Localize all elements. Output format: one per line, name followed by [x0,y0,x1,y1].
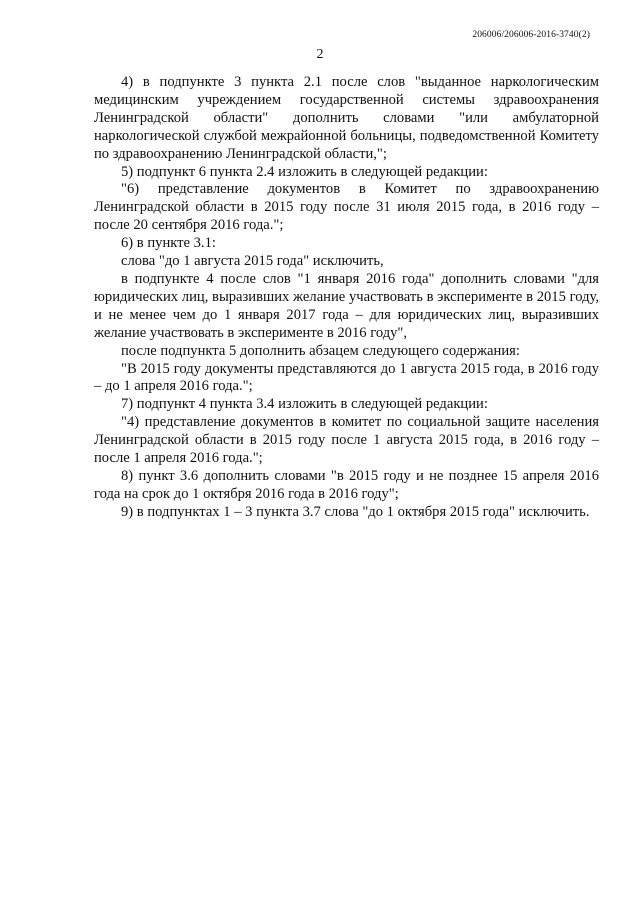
document-id: 206006/206006-2016-3740(2) [472,30,590,40]
paragraph-item-7: 7) подпункт 4 пункта 3.4 изложить в следующей редакции: [121,396,488,413]
paragraph-item-5-text: "6) представление документов в Комитет по здравоохранению Ленинградской области в 2015 году после 31 июля 2015 года, в 2016 году – после 20 сентября 2016 года."; [94,181,599,234]
paragraph-item-6-subitem-4: в подпункте 4 после слов "1 января 2016 года" дополнить словами "для юридических лиц, выразивших желание участвовать в эксперименте в 2015 году, и не менее чем до 1 января 2017 года – для юридических лиц, выразивших желание участвовать в эксперименте в 2016 году", [94,270,599,341]
page-number: 2 [316,47,324,62]
paragraph-item-7-text: "4) представление документов в комитет по социальной защите населения Ленинградской области в 2015 году после 1 августа 2015 года, в 2016 году – после 1 апреля 2016 года."; [94,414,599,467]
paragraph-item-5: 5) подпункт 6 пункта 2.4 изложить в следующей редакции: [121,163,488,180]
paragraph-item-6-new-text: "В 2015 году документы представляются до 1 августа 2015 года, в 2016 году – до 1 апреля 2016 года."; [94,360,599,395]
document-body [94,74,599,522]
paragraph-item-6-words: слова "до 1 августа 2015 года" исключить, [121,253,384,270]
paragraph-item-4: 4) в подпункте 3 пункта 2.1 после слов "выданное наркологическим медицинским учреждением государственной системы здравоохранения Ленинградской области" дополнить словами "или амбулаторной наркологической службой межрайонной больницы, подведомственной Комитету по здравоохранению Ленинградской области,"; [94,74,599,162]
paragraph-item-6-after-5: после подпункта 5 дополнить абзацем следующего содержания: [121,342,520,359]
paragraph-item-9: 9) в подпунктах 1 – 3 пункта 3.7 слова "до 1 октября 2015 года" исключить. [121,503,590,520]
paragraph-item-8: 8) пункт 3.6 дополнить словами "в 2015 году и не позднее 15 апреля 2016 года на срок до 1 октября 2016 года в 2016 году"; [94,467,599,502]
paragraph-item-6: 6) в пункте 3.1: [121,235,216,252]
